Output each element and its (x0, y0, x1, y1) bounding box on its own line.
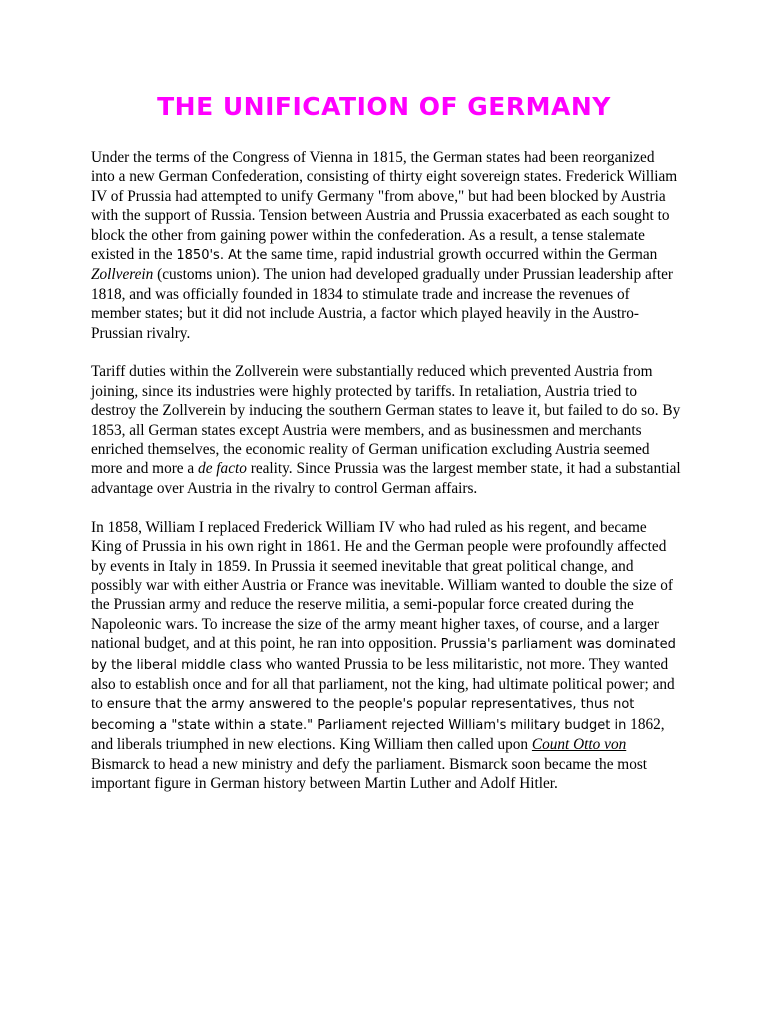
zollverein-term: Zollverein (91, 266, 154, 284)
paragraph-3 (91, 518, 681, 794)
paragraph-3-text-a: In 1858, William I replaced Frederick William IV who had ruled as his regent, and became King of Prussia in his own right in 1861. He and the German people were profoundly affected by events in Italy in 1859. In Prussia it seemed inevitable that great political change, and possibly war with either Austria or France was inevitable. William wanted to double the size of the Prussian army and reduce the reserve militia, a semi-popular force created during the Napoleonic wars. To increase the size of the army meant higher taxes, of course, and a larger national budget, and at this point, he ran into opposition. (91, 518, 673, 653)
paragraph-1 (91, 148, 681, 343)
paragraph-2 (91, 362, 681, 498)
document-body (91, 148, 681, 813)
count-otto-von-link[interactable]: Count Otto von (531, 736, 627, 754)
paragraph-3-text-c: 1862, and liberals triumphed in new elections. King William then called upon (91, 715, 665, 754)
paragraph-1-text-c: (customs union). The union had developed gradually under Prussian leadership after 1818, and was officially founded in 1834 to stimulate trade and increase the revenues of member states; but it did not include Austria, a factor which played heavily in the Austro-Prussian rivalry. (91, 266, 673, 342)
paragraph-2-text-a: Tariff duties within the Zollverein were substantially reduced which prevented Austria from joining, since its industries were highly protected by tariffs. In retaliation, Austria tried to destroy the Zollverein by inducing the southern German states to leave it, but failed to do so. By 1853, all German states except Austria were members, and as businessmen and merchants enriched themselves, the economic reality of German unification excluding Austria seemed more and more a (91, 363, 681, 478)
paragraph-3-text-d: Bismarck to head a new ministry and defy the parliament. Bismarck soon became the most important figure in German history between Martin Luther and Adolf Hitler. (91, 755, 648, 792)
paragraph-1-text-a: Under the terms of the Congress of Vienna in 1815, the German states had been reorganized into a new German Confederation, consisting of thirty eight sovereign states. Frederick William IV of Prussia had attempted to unify Germany "from above," but had been blocked by Austria with the support of Russia. Tension between Austria and Prussia exacerbated as each sought to block the other from gaining power within the confederation. As a result, a tense stalemate existed in the (91, 149, 678, 264)
paragraph-1-date-text: 1850's. At the (176, 248, 268, 264)
paragraph-1-text-b: same time, rapid industrial growth occurred within the German (267, 246, 658, 264)
paragraph-3-alt-text-b: ensure that the army answered to the people's popular representatives, thus not becoming a "state within a state." Parliament rejected William's military budget in (91, 697, 635, 733)
paragraph-2-text-b: reality. Since Prussia was the largest member state, it had a substantial advantage over Austria in the rivalry to control German affairs. (91, 460, 681, 497)
document-title: THE UNIFICATION OF GERMANY (157, 92, 611, 121)
de-facto-term: de facto (198, 460, 247, 478)
paragraph-3-text-b: who wanted Prussia to be less militaristic, not more. They wanted also to establish once and for all that parliament, not the king, had ultimate political power; and to (91, 655, 675, 713)
paragraph-3-alt-text-a: Prussia's parliament was dominated by the liberal middle class (91, 637, 676, 673)
